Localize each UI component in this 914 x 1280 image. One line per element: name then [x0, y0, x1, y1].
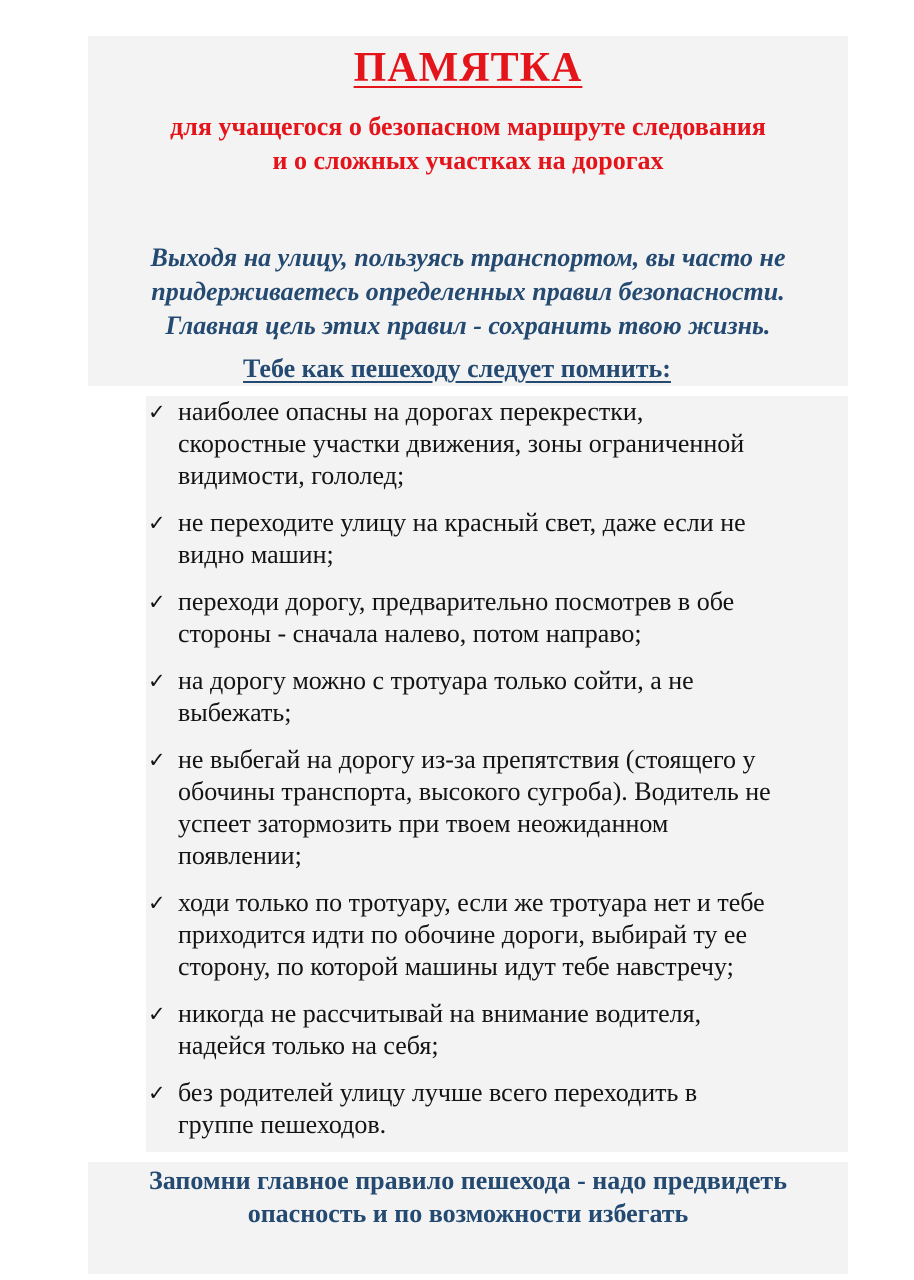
main-rule [88, 1164, 848, 1230]
rule-line: наиболее опасны на дорогах перекрестки, [178, 397, 644, 426]
rule-line: стороны - сначала налево, потом направо; [178, 619, 642, 648]
rule-line: выбежать; [178, 698, 292, 727]
rule-line: группе пешеходов. [178, 1110, 387, 1139]
check-icon: ✓ [148, 590, 166, 614]
check-icon: ✓ [148, 748, 166, 772]
check-icon: ✓ [148, 400, 166, 424]
subtitle [88, 110, 848, 178]
rule-line: на дорогу можно с тротуара только сойти, а не [178, 666, 694, 695]
rule-line: не переходите улицу на красный свет, даже если не [178, 508, 746, 537]
rule-line: не выбегай на дорогу из-за препятствия (стоящего у [178, 745, 756, 774]
list-item [148, 887, 848, 983]
intro-paragraph [88, 241, 848, 343]
reminder-heading: Тебе как пешеходу следует помнить: [243, 354, 671, 383]
main-rule-line: Запомни главное правило пешехода - надо предвидеть [149, 1166, 787, 1195]
subtitle-line: и о сложных участках на дорогах [272, 146, 664, 175]
rule-line: ходи только по тротуару, если же тротуара нет и тебе [178, 888, 765, 917]
list-item [148, 744, 848, 872]
rules-list [148, 396, 848, 1156]
rule-line: переходи дорогу, предварительно посмотрев в обе [178, 587, 735, 616]
intro-line: Выходя на улицу, пользуясь транспортом, вы часто не [150, 243, 786, 272]
rule-line: видно машин; [178, 540, 334, 569]
rule-line: видимости, гололед; [178, 461, 405, 490]
list-item [148, 665, 848, 729]
subtitle-line: для учащегося о безопасном маршруте следования [170, 112, 766, 141]
rule-line: успеет затормозить при твоем неожиданном [178, 809, 669, 838]
rule-line: надейся только на себя; [178, 1031, 439, 1060]
rule-line: скоростные участки движения, зоны ограниченной [178, 429, 745, 458]
page-title: ПАМЯТКА [353, 45, 583, 91]
header-panel [88, 36, 848, 386]
list-item [148, 586, 848, 650]
check-icon: ✓ [148, 1081, 166, 1105]
list-item [148, 1077, 848, 1141]
rule-line: обочины транспорта, высокого сугроба). Водитель не [178, 777, 771, 806]
check-icon: ✓ [148, 669, 166, 693]
list-item [148, 396, 848, 492]
rule-line: появлении; [178, 841, 302, 870]
list-item [148, 998, 848, 1062]
rule-line: сторону, по которой машины идут тебе навстречу; [178, 952, 734, 981]
check-icon: ✓ [148, 1002, 166, 1026]
intro-line: Главная цель этих правил - сохранить твою жизнь. [165, 311, 771, 340]
check-icon: ✓ [148, 891, 166, 915]
list-item [148, 507, 848, 571]
intro-line: придерживаетесь определенных правил безопасности. [151, 277, 785, 306]
main-rule-line: опасность и по возможности избегать [247, 1199, 689, 1228]
rule-line: приходится идти по обочине дороги, выбирай ту ее [178, 920, 747, 949]
footer-panel [88, 1162, 848, 1274]
rule-line: без родителей улицу лучше всего переходить в [178, 1078, 698, 1107]
check-icon: ✓ [148, 511, 166, 535]
rule-line: никогда не рассчитывай на внимание водителя, [178, 999, 702, 1028]
